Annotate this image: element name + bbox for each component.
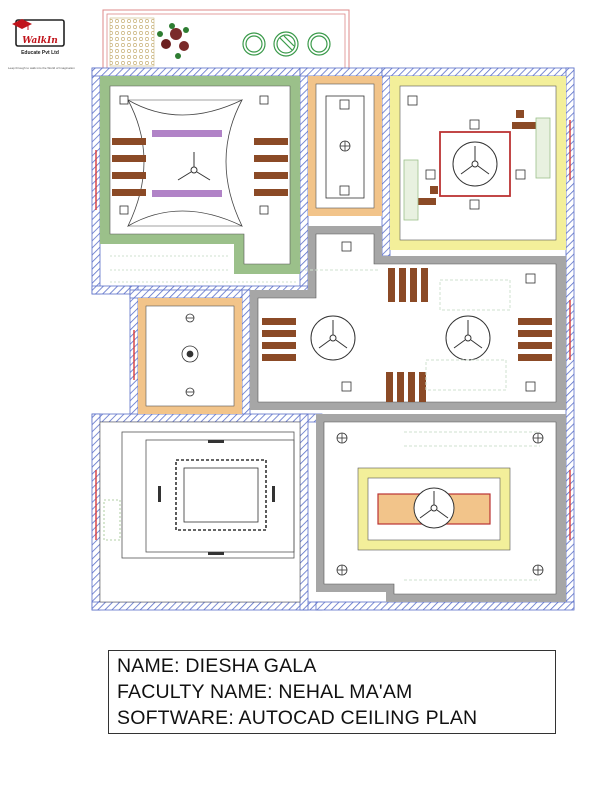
company-logo	[8, 14, 88, 76]
room-bottom-right	[316, 414, 566, 602]
room-top-right	[390, 76, 566, 250]
logo-brand-text: WalkIn	[22, 36, 58, 46]
planter-icon	[157, 23, 189, 59]
green-fixture-icons	[243, 32, 330, 56]
logo-tagline-text: Leap through to walk into the World of Imagination	[8, 66, 75, 70]
student-name-line: NAME: DIESHA GALA	[117, 655, 317, 677]
room-bottom-left	[100, 422, 300, 602]
balcony	[103, 10, 349, 72]
faculty-name-line: FACULTY NAME: NEHAL MA'AM	[117, 681, 413, 703]
software-line: SOFTWARE: AUTOCAD CEILING PLAN	[117, 707, 478, 729]
logo-company-text: Educate Pvt Ltd	[21, 50, 59, 56]
room-left-middle	[138, 298, 242, 414]
title-block	[108, 650, 556, 734]
light-fixture-icon	[340, 141, 350, 151]
room-top-middle	[308, 76, 382, 216]
ceiling-fan-icon	[414, 488, 454, 528]
room-top-left	[100, 76, 300, 282]
